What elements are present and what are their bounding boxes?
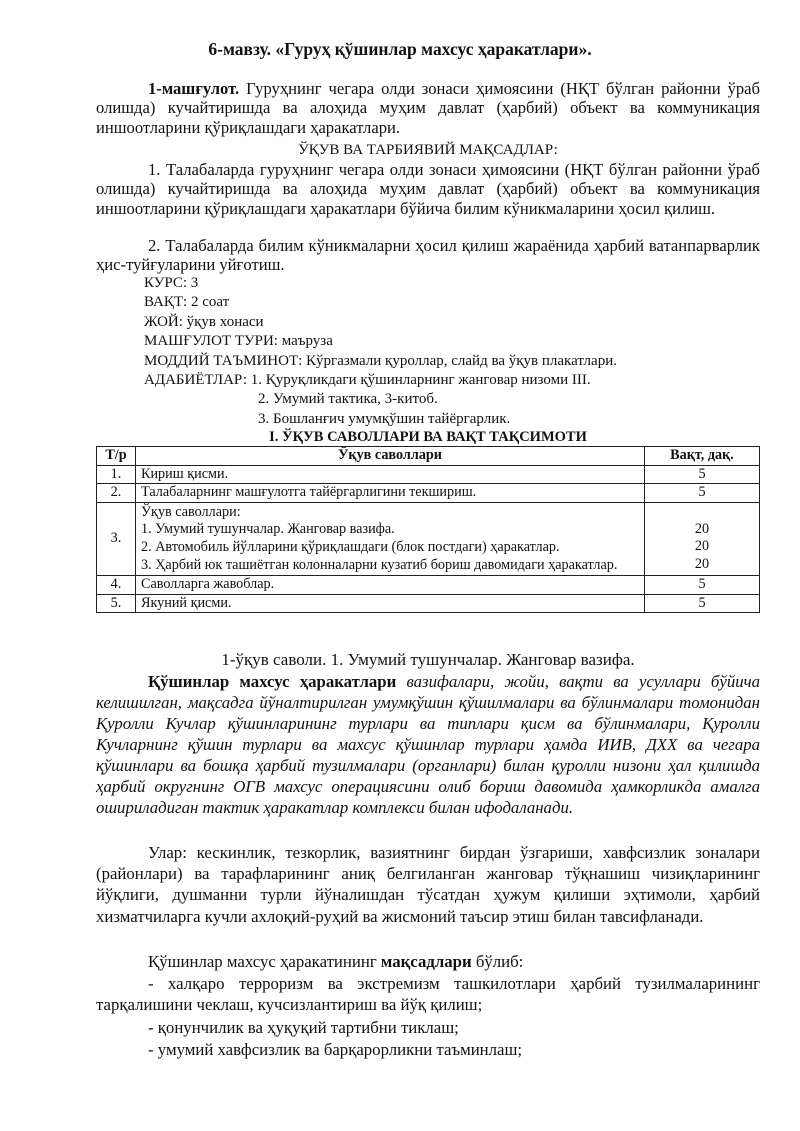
row-time: 5 [645, 465, 760, 484]
row-text: Саволларга жавоблар. [136, 576, 645, 595]
subquestion-2-time: 20 [694, 538, 710, 555]
subquestions-intro: Ўқув саволлари: [141, 503, 241, 520]
info-time: ВАҚТ: 2 соат [144, 294, 230, 311]
table-caption: I. ЎҚУВ САВОЛЛАРИ ВА ВАҚТ ТАҚСИМОТИ [269, 429, 587, 445]
subquestion-1: 1. Умумий тушунчалар. Жанговар вазифа. [141, 521, 395, 538]
goal-item-1: 1. Талабаларда гуруҳнинг чегара олди зонаси ҳимоясини (НҚТ бўлган районни ўраб олишда) кучайтиришда ва алоҳида муҳим давлат (ҳарбий) объект ва коммуникация иншоотларини қўриқлашдаги ҳаракатлари бўйича билим кўникмаларини ҳосил қилиш. [96, 160, 760, 218]
info-literature [144, 371, 764, 390]
row-num: 5. [97, 594, 136, 613]
info-course: КУРС: 3 [144, 275, 199, 291]
lesson-label: 1-машғулот. [148, 79, 240, 98]
row-text: Якуний қисми. [136, 594, 645, 613]
topic-title: 6-мавзу. «Гуруҳ қўшинлар махсус ҳаракатлари». [208, 39, 592, 59]
lesson-text: Гуруҳнинг чегара олди зонаси ҳимоясини (НҚТ бўлган районни ўраб олишда) кучайтиришда ва алоҳида муҳим давлат (ҳарбий) объект ва коммуникация иншоотларини қўриқлашдаги ҳаракатлари. [96, 79, 760, 137]
subquestion-1-time: 20 [694, 520, 710, 537]
row-time [645, 502, 760, 575]
subquestion-2: 2. Автомобиль йўлларини қўриқлашдаги (блок постдаги) ҳаракатлар. [141, 538, 560, 555]
subquestion-3-time: 20 [694, 555, 710, 572]
definition-paragraph [96, 671, 760, 818]
table-row [97, 484, 760, 503]
header-question: Ўқув саволлари [136, 447, 645, 466]
table-row [97, 502, 760, 575]
goals-intro-pre: Қўшинлар махсус ҳаракатининг [148, 952, 381, 971]
lesson-paragraph [96, 79, 760, 137]
row-time: 5 [645, 594, 760, 613]
header-time: Вақт, дақ. [645, 447, 760, 466]
header-num: Т/р [97, 447, 136, 466]
table-header-row [97, 447, 760, 466]
row-num: 4. [97, 576, 136, 595]
characteristics-paragraph: Улар: кескинлик, тезкорлик, вазиятнинг бирдан ўзгариши, хавфсизлик зоналари (районлари) ва тарафларининг аниқ белгиланган жанговар тўқнашиш чизиқларининг йўқлиги, душманни турли йўналишдан тўсатдан ҳужум қилиши эҳтимоли, ҳарбий хизматчиларга кучли ахлоқий-руҳий ва жисмоний таъсир этиш билан тавсифланади. [96, 843, 760, 926]
bullet-item: - умумий хавфсизлик ва барқарорликни таъминлаш; [148, 1040, 523, 1059]
goals-heading: ЎҚУВ ВА ТАРБИЯВИЙ МАҚСАДЛАР: [298, 142, 558, 158]
bullet-item: - халқаро терроризм ва экстремизм ташкилотлари ҳарбий тузилмаларининг тарқалишини чеклаш, кучсизлантириш ва йўқ қилиш; [96, 974, 760, 1014]
info-supply: МОДДИЙ ТАЪМИНОТ: Кўргазмали қуроллар, слайд ва ўқув плакатлари. [144, 352, 617, 369]
info-place: ЖОЙ: ўқув хонаси [144, 313, 264, 330]
row-text: Кириш қисми. [136, 465, 645, 484]
literature-item-2: 2. Умумий тактика, 3-китоб. [258, 391, 438, 408]
row-text [136, 502, 645, 575]
row-num: 1. [97, 465, 136, 484]
table-row [97, 576, 760, 595]
goals-intro-post: бўлиб: [471, 952, 524, 971]
goal-item-2: 2. Талабаларда билим кўникмаларни ҳосил қилиш жараёнида ҳарбий ватанпарварлик ҳис-туйғуларини уйғотиш. [96, 236, 760, 275]
table-row [97, 594, 760, 613]
row-num: 3. [97, 502, 136, 575]
definition-text: вазифалари, жойи, вақти ва усуллари бўйича келишилган, мақсадга йўналтирилган умумқўшин қўшилмалари ва бўлинмалари томонидан Қуролли Кучлар қўшинларининг турлари ва типлари қисм ва бўлинмалари, Қуролли Кучларнинг қўшин турлари ва махсус қўшинлар турлари ҳамда ИИВ, ДХХ ва чегара қўшинлари ва бошқа ҳарбий тузилмалари (органлари) билан қуролли низони ҳал қилишда ҳарбий округнинг ОГВ махсус операциясини олиб бориш давомида ҳамкорликда амалга ошириладиган тактик ҳаракатлар комплекси билан ифодаланади. [96, 672, 761, 817]
subquestion-3: 3. Ҳарбий юк ташиётган колонналарни кузатиб бориш давомидаги ҳаракатлар. [141, 556, 618, 573]
bullet-item: - қонунчилик ва ҳуқуқий тартибни тиклаш; [148, 1018, 459, 1037]
info-type: МАШҒУЛОТ ТУРИ: маъруза [144, 333, 333, 350]
info-block [144, 274, 764, 429]
questions-table [96, 446, 760, 613]
table-row [97, 465, 760, 484]
section-heading: 1-ўқув саволи. 1. Умумий тушунчалар. Жанговар вазифа. [221, 650, 635, 669]
row-text: Талабаларнинг машғулотга тайёргарлигини текшириш. [136, 484, 645, 503]
row-time: 5 [645, 576, 760, 595]
definition-term: Қўшинлар махсус ҳаракатлари [148, 672, 397, 691]
row-time: 5 [645, 484, 760, 503]
literature-item-1: 1. Қуруқликдаги қўшинларнинг жанговар низоми III. [250, 372, 591, 389]
row-num: 2. [97, 484, 136, 503]
goals-intro-term: мақсадлари [380, 952, 472, 971]
literature-item-3: 3. Бошланғич умумқўшин тайёргарлик. [258, 410, 511, 427]
goals-intro [96, 951, 760, 972]
literature-label: АДАБИЁТЛАР: [144, 372, 251, 389]
